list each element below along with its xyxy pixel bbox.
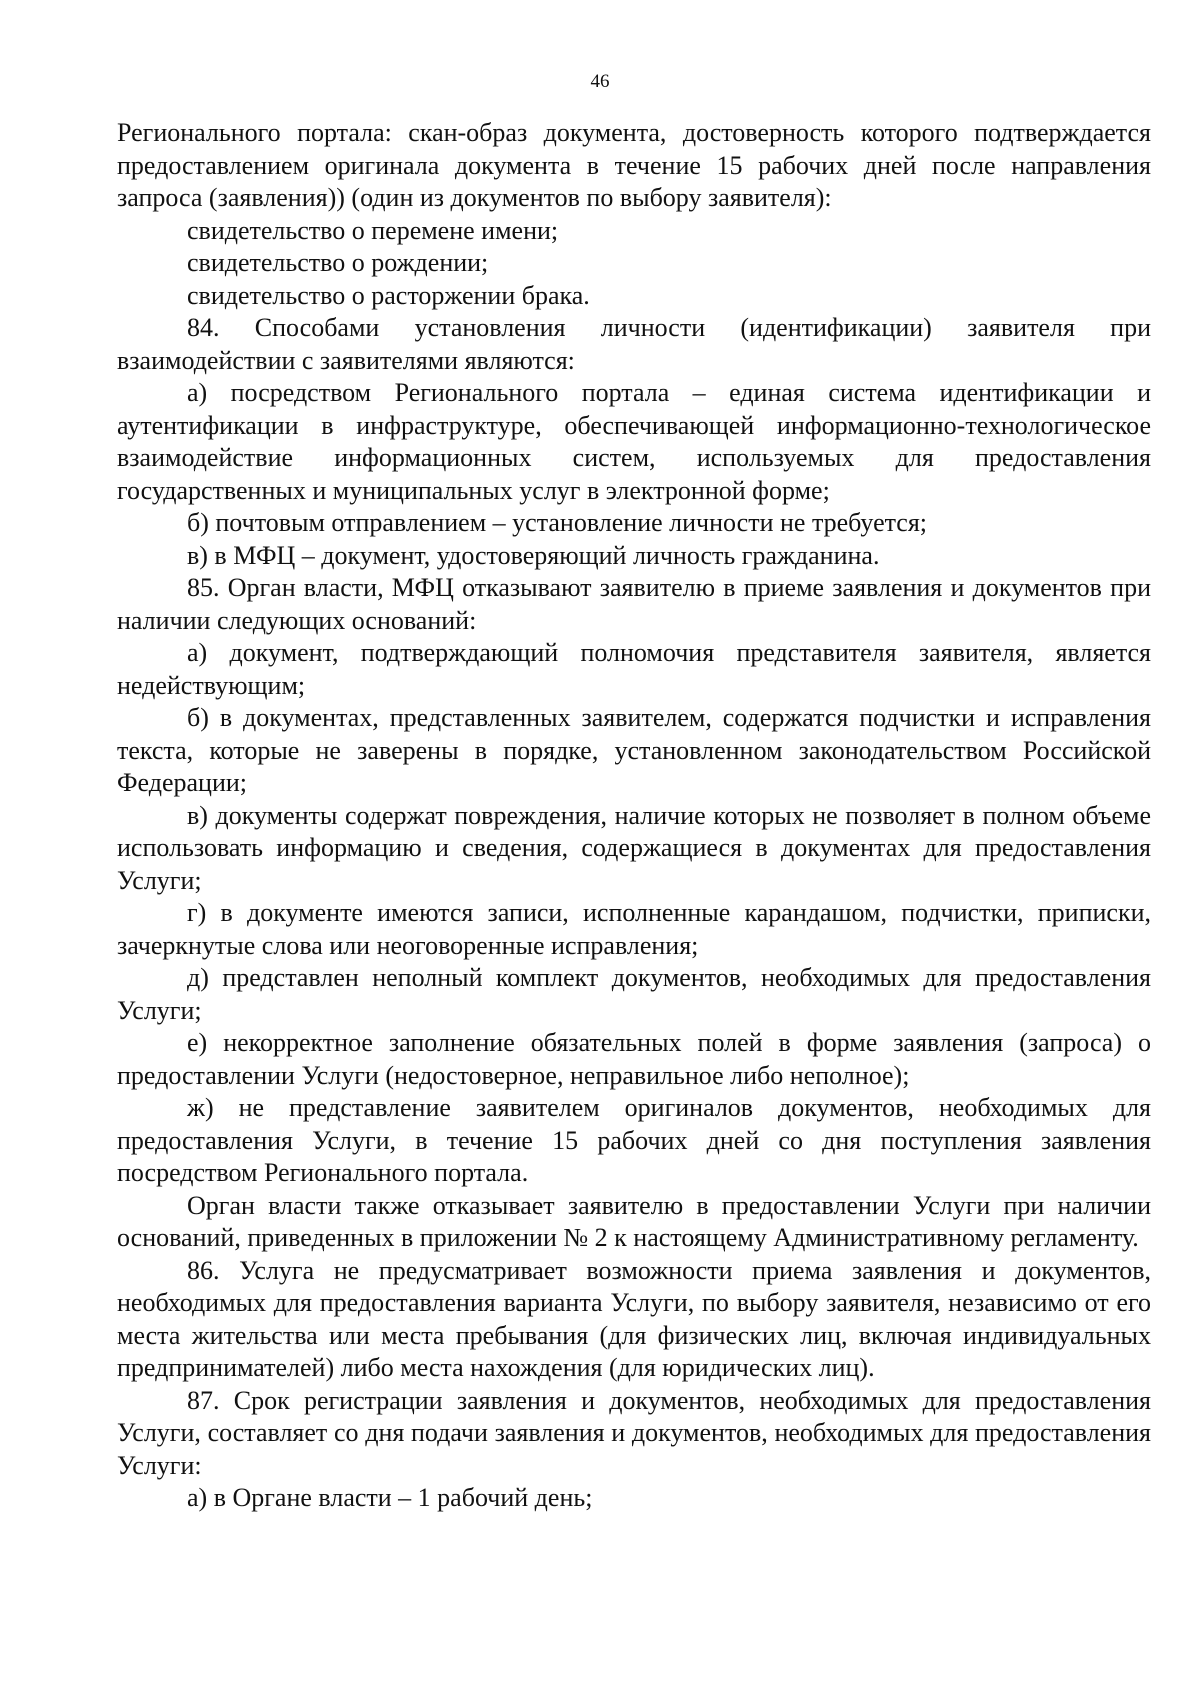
document-body xyxy=(117,117,1151,1515)
clause-85: 85. Орган власти, МФЦ отказывают заявителю в приеме заявления и документов при наличии следующих оснований: xyxy=(117,573,1151,635)
page-number: 46 xyxy=(590,71,610,92)
list-item-birth-certificate: свидетельство о рождении; xyxy=(187,248,489,277)
clause-84-item-v: в) в МФЦ – документ, удостоверяющий личность гражданина. xyxy=(187,540,880,570)
clause-84-item-b: б) почтовым отправлением – установление личности не требуется; xyxy=(187,508,928,537)
clause-86: 86. Услуга не предусматривает возможности приема заявления и документов, необходимых для предоставления варианта Услуги, по выбору заявителя, независимо от его места жительства или места пребывания (для физических лиц, включая индивидуальных предпринимателей) либо места нахождения (для юридических лиц). xyxy=(117,1255,1151,1382)
list-item-divorce-certificate: свидетельство о расторжении брака. xyxy=(187,280,590,310)
clause-87-item-a: а) в Органе власти – 1 рабочий день; xyxy=(187,1483,593,1512)
clause-85-item-a: а) документ, подтверждающий полномочия представителя заявителя, является недействующим; xyxy=(117,638,1151,700)
clause-85-refusal-note: Орган власти также отказывает заявителю в предоставлении Услуги при наличии оснований, приведенных в приложении № 2 к настоящему Административному регламенту. xyxy=(117,1190,1151,1252)
paragraph-continuation: Регионального портала: скан-образ документа, достоверность которого подтверждается предоставлением оригинала документа в течение 15 рабочих дней после направления запроса (заявления)) (один из документов по выбору заявителя): xyxy=(117,118,1151,212)
clause-87: 87. Срок регистрации заявления и документов, необходимых для предоставления Услуги, составляет со дня подачи заявления и документов, необходимых для предоставления Услуги: xyxy=(117,1385,1151,1480)
clause-84: 84. Способами установления личности (идентификации) заявителя при взаимодействии с заявителями являются: xyxy=(117,313,1151,375)
clause-85-item-d: д) представлен неполный комплект документов, необходимых для предоставления Услуги; xyxy=(117,963,1151,1025)
clause-85-item-v: в) документы содержат повреждения, наличие которых не позволяет в полном объеме использовать информацию и сведения, содержащиеся в документах для предоставления Услуги; xyxy=(117,800,1151,895)
clause-84-item-a: а) посредством Регионального портала – единая система идентификации и аутентификации в инфраструктуре, обеспечивающей информационно-технологическое взаимодействие информационных систем, используемых для предоставления государственных и муниципальных услуг в электронной форме; xyxy=(117,378,1151,505)
clause-85-item-zh: ж) не представление заявителем оригиналов документов, необходимых для предоставления Услуги, в течение 15 рабочих дней со дня поступления заявления посредством Регионального портала. xyxy=(117,1093,1151,1187)
clause-85-item-g: г) в документе имеются записи, исполненные карандашом, подчистки, приписки, зачеркнутые слова или неоговоренные исправления; xyxy=(117,898,1151,960)
list-item-name-change-certificate: свидетельство о перемене имени; xyxy=(187,215,559,245)
clause-85-item-e: е) некорректное заполнение обязательных полей в форме заявления (запроса) о предоставлении Услуги (недостоверное, неправильное либо неполное); xyxy=(117,1028,1151,1090)
clause-85-item-b: б) в документах, представленных заявителем, содержатся подчистки и исправления текста, которые не заверены в порядке, установленном законодательством Российской Федерации; xyxy=(117,703,1151,797)
